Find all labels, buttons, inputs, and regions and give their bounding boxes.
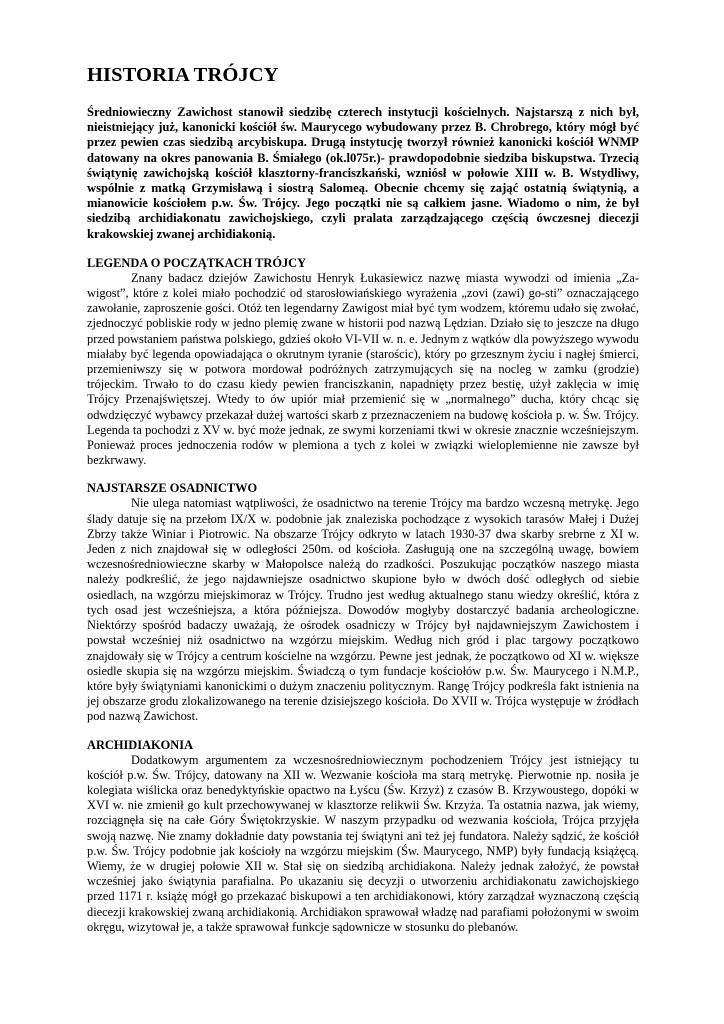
section-body-legend: Znany badacz dziejów Zawichostu Henryk Łukasiewicz nazwę miasta wywodzi od imienia „Za-wigost”, które z kolei miało pochodzić od starosłowiańskiego wyrażenia „zovi (zawi) go-sti” oznaczającego zawołanie, zaproszenie gości. Otóż ten legendarny Zawigost miał być tym wodzem, któremu udało się zwołać, zjednoczyć pobliskie rody w jedno plemię zwane w historii pod nazwą Lędzian. Działo się to jeszcze na długo przed powstaniem państwa polskiego, gdzieś około VI-VII w. n. e. Jednym z wątków dla powyższego wywodu miałaby być legenda opowiadająca o okrutnym tyranie (starościc), który po grzesznym życiu i nagłej śmierci, przemieniwszy się w potwora mordował podróżnych zatrzymujących się na nocleg w zamku (grodzie) trójeckim. Trwało to do czasu kiedy pewien franciszkanin, napadnięty przez bestię, użył zaklęcia w imię Trójcy Przenajświętszej. Wtedy to ów upiór miał przemienić się w „normalnego” ducha, który chcąc się odwdzięczyć wybawcy przekazał dużej wartości skarb z przeznaczeniem na budowę kościoła p. w. Św. Trójcy. Legenda ta pochodzi z XV w. być może jednak, ze swymi korzeniami tkwi w okresie znacznie wcześniejszym. Ponieważ proces jednoczenia rodów w plemiona a tych z kolei w związki wieloplemienne nie zawsze był bezkrwawy.	[87, 270, 639, 468]
section-body-settlement: Nie ulega natomiast wątpliwości, że osadnictwo na terenie Trójcy ma bardzo wczesną metrykę. Jego ślady datuje się na przełom IX/X w. podobnie jak znaleziska pochodzące z wysokich tarasów Małej i Dużej Zbrzy także Winiar i Piotrowic. Na obszarze Trójcy odkryto w latach 1930-37 dwa skarby srebrne z XI w. Jeden z nich znajdował się w odległości 250m. od kościoła. Zasługują one na szczególną uwagę, bowiem wczesnośredniowieczne skarby w Małopolsce należą do rzadkości. Poszukując początków naszego miasta należy podkreślić, że jego najdawniejsze osadnictwo skupione było w dwóch dość odległych od siebie osiedlach, na wzgórzu miejskimoraz w Trójcy. Trudno jest według aktualnego stanu wiedzy określić, która z tych osad jest wcześniejsza, a która późniejsza. Dowodów mogłyby dostarczyć badania archeologiczne. Niektórzy spośród badaczy uważają, że ośrodek osadniczy w Trójcy był najdawniejszym Zawichostem i powstał wcześniej niż osadnictwo na wzgórzu miejskim. Według nich gród i plac targowy początkowo znajdowały się w Trójcy a centrum kościelne na wzgórzu. Pewne jest jednak, że początkowo od XI w. większe osiedle skupia się na wzgórzu miejskim. Świadczą o tym fundacje kościołów p.w. Św. Maurycego i N.M.P., które były świątyniami kanonickimi o dużym znaczeniu politycznym. Rangę Trójcy podkreśla fakt istnienia na jej obszarze grodu zlokalizowanego na terenie dzisiejszego kościoła. Do XVII w. Trójca występuje w źródłach pod nazwą Zawichost.	[87, 496, 639, 724]
section-settlement	[87, 481, 639, 724]
section-heading-archdeaconry: ARCHIDIAKONIA	[87, 737, 194, 752]
section-archdeaconry	[87, 738, 639, 935]
document-title: HISTORIA TRÓJCY	[87, 64, 279, 86]
section-heading-settlement: NAJSTARSZE OSADNICTWO	[87, 481, 258, 496]
intro-paragraph: Średniowieczny Zawichost stanowił siedzibę czterech instytucji kościelnych. Najstarszą z nich był, nieistniejący już, kanonicki kościół św. Maurycego wybudowany przez B. Chrobrego, który mógł być przez pewien czas siedzibą arcybiskupa. Drugą instytucję tworzył również kanonicki kościół WNMP datowany na okres panowania B. Śmiałego (ok.l075r.)- prawdopodobnie siedziba biskupstwa. Trzecią świątynię zawichojską kościół klasztorny-franciszkański, wzniósł w połowie XIII w. B. Wstydliwy, wspólnie z matką Grzymisławą i siostrą Salomeą. Obecnie chcemy się zająć ostatnią świątynią, a mianowicie kościołem p.w. Św. Trójcy. Jego początki nie są całkiem jasne. Wiadomo o nim, że był siedzibą archidiakonatu zawichojskiego, czyli pralata zarządzającego częścią ówczesnej diecezji krakowskiej zwanej archidiakonią.	[87, 105, 639, 241]
section-legend	[87, 256, 639, 469]
section-body-archdeaconry: Dodatkowym argumentem za wczesnośredniowiecznym pochodzeniem Trójcy jest istniejący tu kościół p.w. Św. Trójcy, datowany na XII w. Wezwanie kościoła ma starą metrykę. Pierwotnie np. nosiła je kolegiata wiślicka oraz benedyktyńskie opactwo na Łyścu (Św. Krzyż) z czasów B. Krzywoustego, dopóki w XVI w. nie zmienił go kult przechowywanej w klasztorze relikwii Św. Krzyża. Ta ostatnia nazwa, jak wiemy, rozciągnęła się na całe Góry Świętokrzyskie. W naszym przypadku od wezwania kościoła, Trójca przyjęła swoją nazwę. Nie znamy dokładnie daty powstania tej świątyni ani też jej fundatora. Należy sądzić, że kościół p.w. Św. Trójcy podobnie jak kościoły na wzgórzu miejskim (Św. Maurycego, NMP) były fundacją książęcą. Wiemy, że w drugiej połowie XII w. Stał się on siedzibą archidiakona. Należy jednak założyć, że powstał wcześniej jako świątynia parafialna. Po ukazaniu się decyzji o utworzeniu archidiakonatu zawichojskiego przed 1171 r. książę mógł go przekazać biskupowi a ten archidiakonowi, który zarządzał wyznaczoną częścią diecezji krakowskiej zwaną archidiakonią. Archidiakon sprawował władzę nad parafiami położonymi w swoim okręgu, wizytował je, a także sprawował funkcje sądownicze w stosunku do plebanów.	[87, 752, 639, 934]
section-heading-legend: LEGENDA O POCZĄTKACH TRÓJCY	[87, 255, 307, 270]
document-page	[87, 62, 639, 948]
